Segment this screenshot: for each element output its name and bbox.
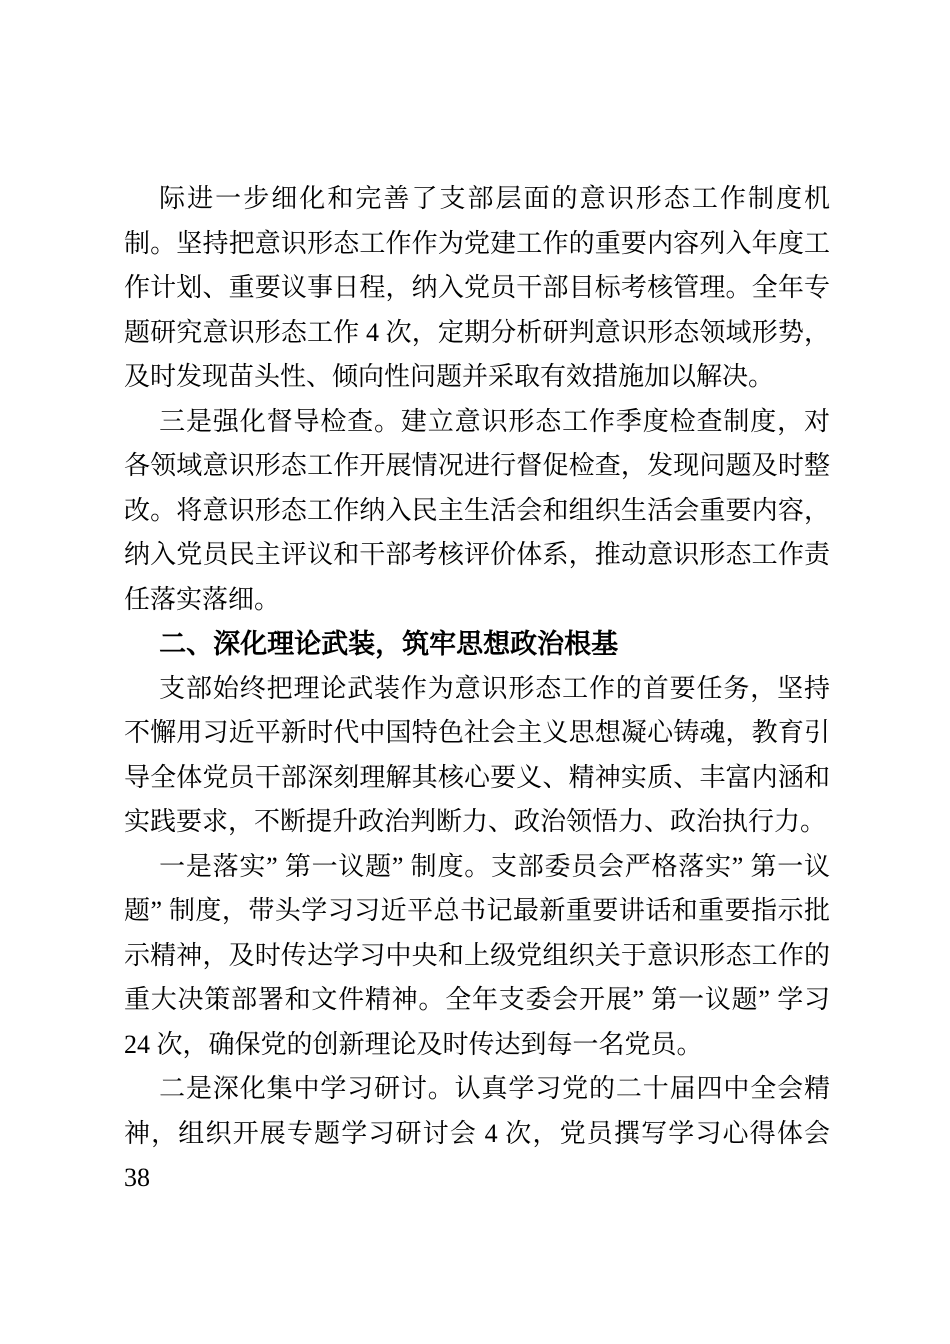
paragraph-study-seminar: 二是深化集中学习研讨。认真学习党的二十届四中全会精神，组织开展专题学习研讨会 4 次，党员撰写学习心得体会 38 [124, 1074, 830, 1192]
document-body [124, 177, 830, 1201]
paragraph-first-topic: 一是落实” 第一议题” 制度。支部委员会严格落实” 第一议题” 制度，带头学习习近平总书记最新重要讲话和重要指示批示精神，及时传达学习中央和上级党组织关于意识形态工作的重大决策部署和文件精神。全年支委会开展” 第一议题” 学习 24 次，确保党的创新理论及时传达到每一名党员。 [124, 851, 830, 1059]
section-heading: 二、深化理论武装，筑牢思想政治根基 [159, 629, 619, 659]
paragraph-supervision: 三是强化督导检查。建立意识形态工作季度检查制度，对各领域意识形态工作开展情况进行督促检查，发现问题及时整改。将意识形态工作纳入民主生活会和组织生活会重要内容，纳入党员民主评议和干部考核评价体系，推动意识形态工作责任落实落细。 [124, 406, 830, 614]
paragraph-continuation: 际进一步细化和完善了支部层面的意识形态工作制度机制。坚持把意识形态工作作为党建工作的重要内容列入年度工作计划、重要议事日程，纳入党员干部目标考核管理。全年专题研究意识形态工作 4 次，定期分析研判意识形态领域形势，及时发现苗头性、倾向性问题并采取有效措施加以解决。 [124, 184, 830, 391]
paragraph-theory-intro: 支部始终把理论武装作为意识形态工作的首要任务，坚持不懈用习近平新时代中国特色社会主义思想凝心铸魂，教育引导全体党员干部深刻理解其核心要义、精神实质、丰富内涵和实践要求，不断提升政治判断力、政治领悟力、政治执行力。 [124, 673, 830, 836]
